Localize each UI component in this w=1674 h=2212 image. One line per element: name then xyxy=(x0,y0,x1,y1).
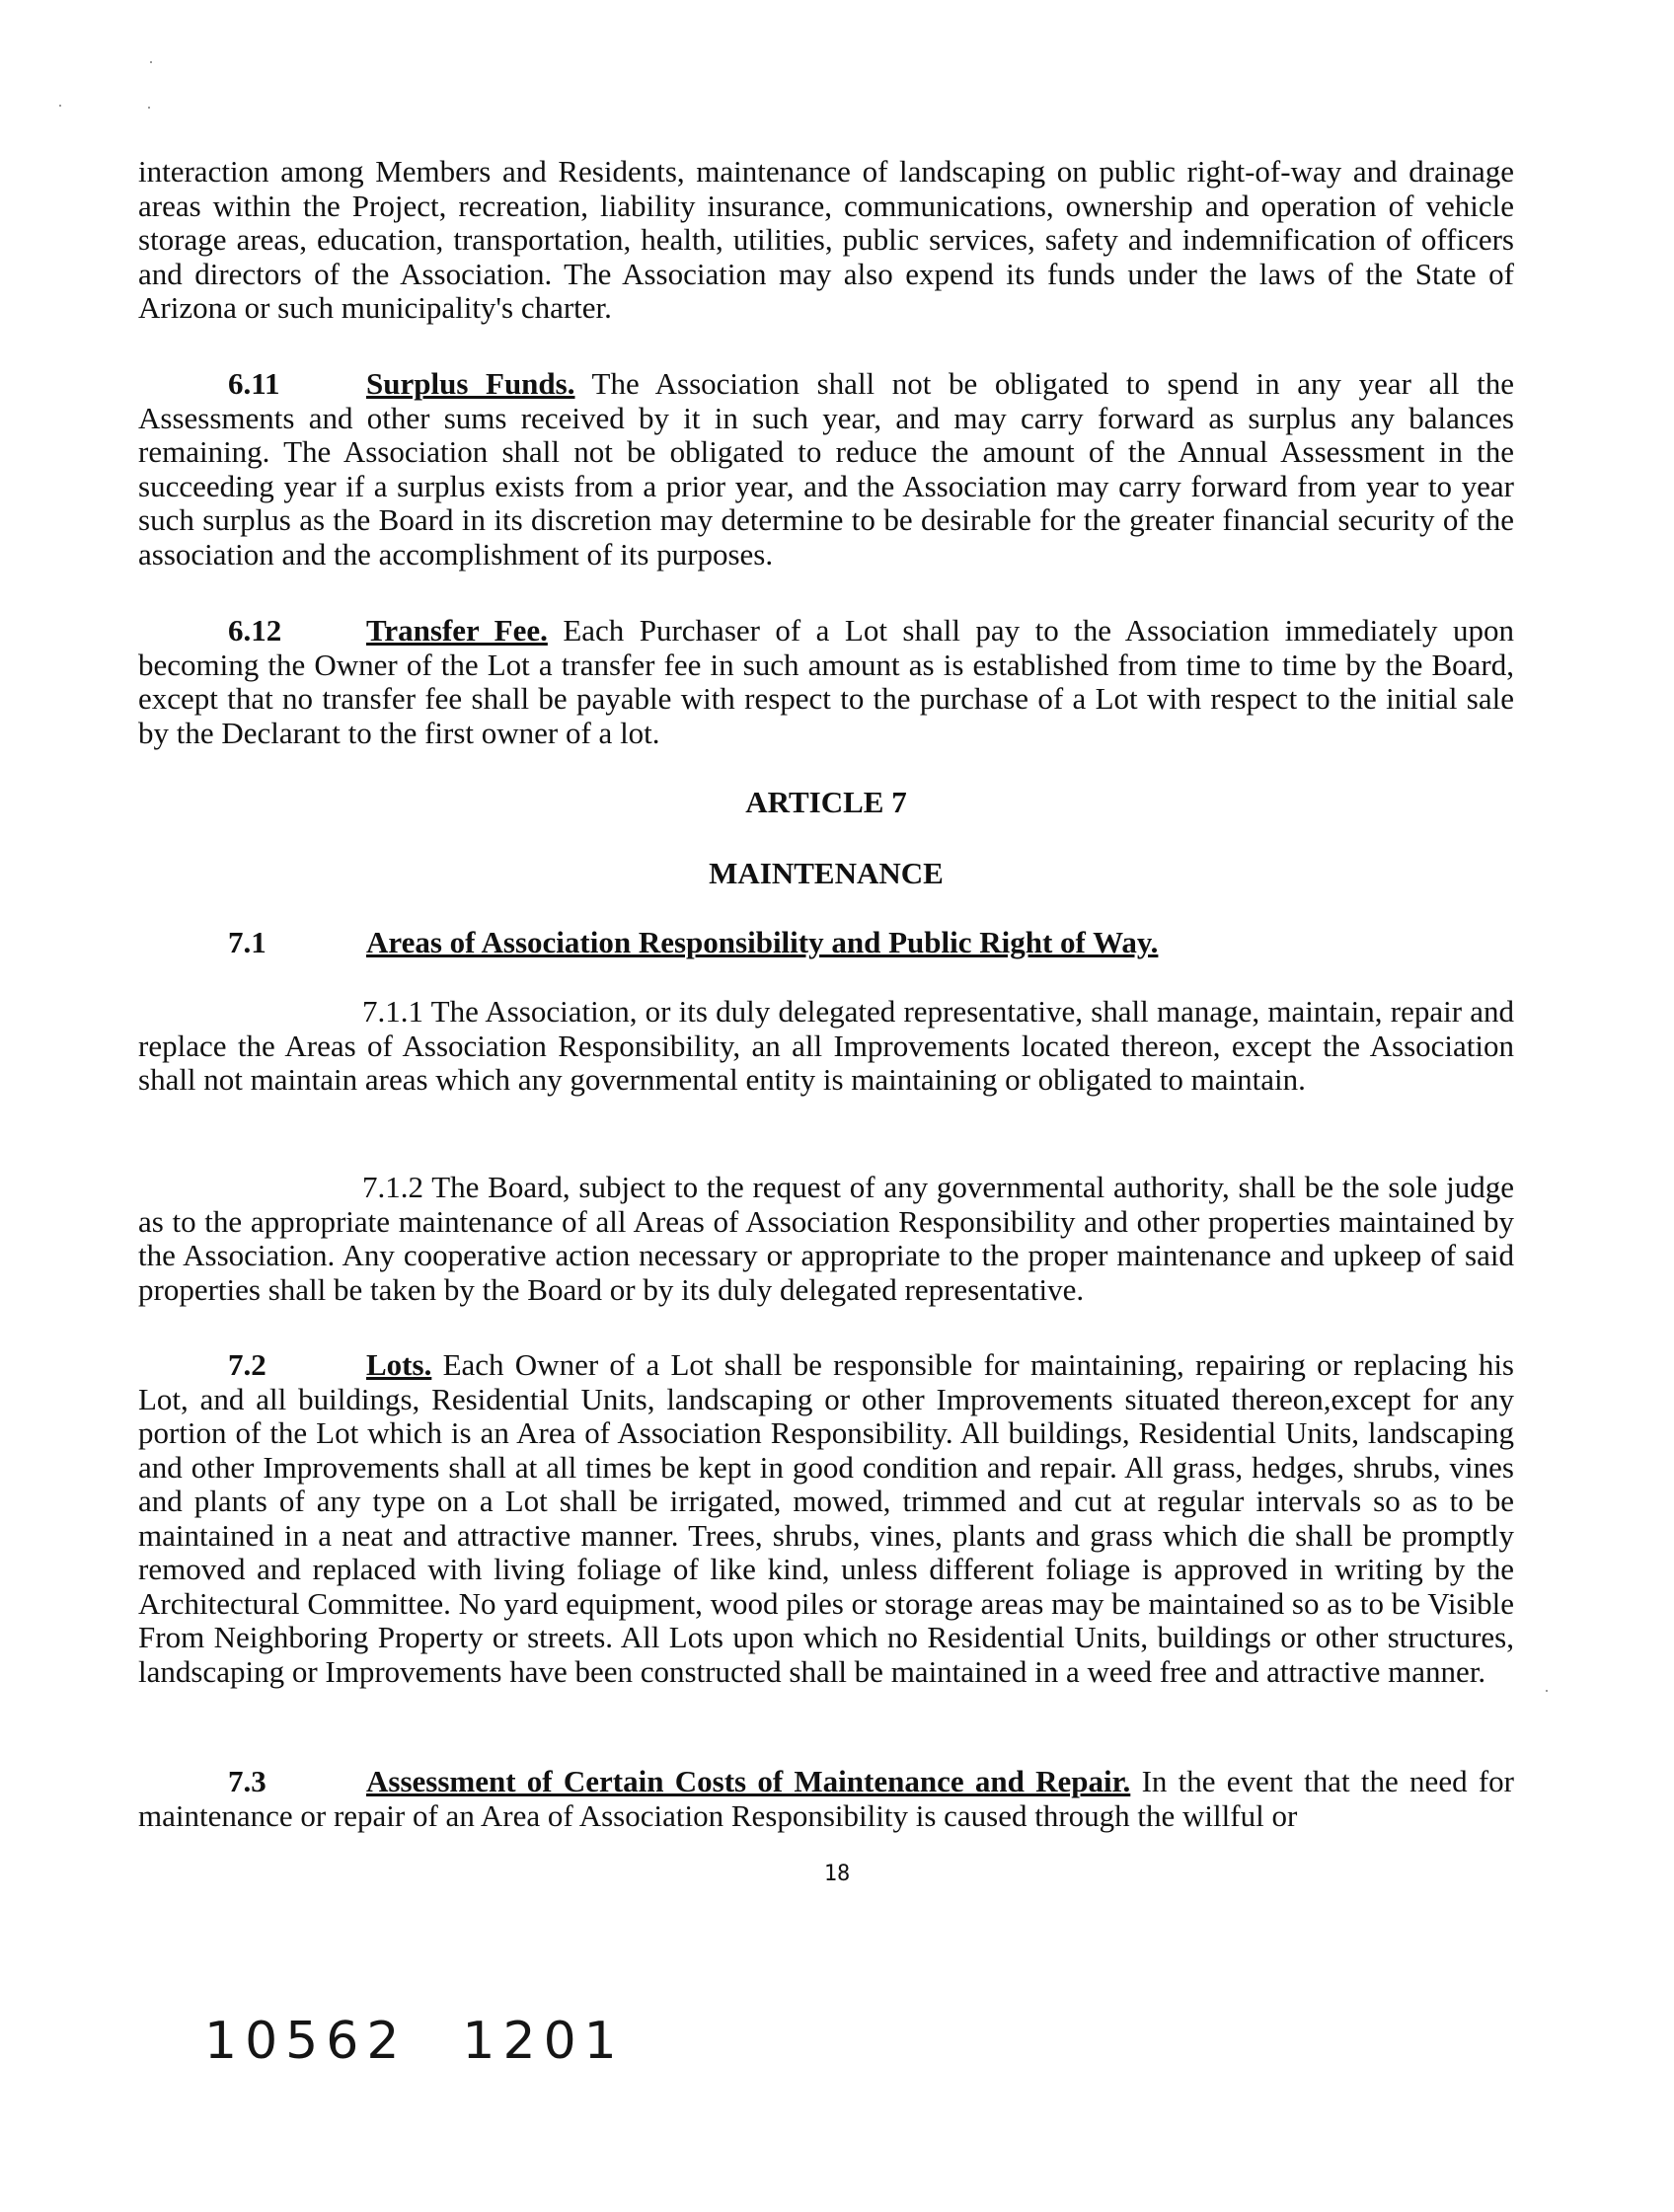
scan-speck xyxy=(59,105,61,107)
section-body: The Association shall not be obligated to spend in any year all the Assessments and other sums received by it in such year, and may carry forward as surplus any balances remaining. The Association shall not be obligated to reduce the amount of the Annual Assessment in the succeeding year if a surplus exists from a prior year, and the Association may carry forward from year to year such surplus as the Board in its discretion may determine to be desirable for the greater financial security of the association and the accomplishment of its purposes. xyxy=(138,366,1514,572)
section-body: The Association, or its duly delegated representative, shall manage, maintain, repair and replace the Areas of Association Responsibility, an all Improvements located thereon, except the Association shall not maintain areas which any governmental entity is maintaining or obligated to maintain. xyxy=(138,994,1514,1097)
scan-speck xyxy=(148,107,150,109)
section-7-1-1 xyxy=(138,995,1514,1098)
recording-book-number: 10562 xyxy=(204,2012,408,2071)
section-7-1-heading xyxy=(228,926,1158,959)
section-body: The Board, subject to the request of any governmental authority, shall be the sole judge as to the appropriate maintenance of all Areas of Association Responsibility and other properties maintained by the Association. Any cooperative action necessary or appropriate to the proper maintenance and upkeep of said properties shall be taken by the Board or by its duly delegated representative. xyxy=(138,1170,1514,1307)
section-title: Surplus Funds. xyxy=(366,366,575,401)
section-title: Assessment of Certain Costs of Maintenance and Repair. xyxy=(366,1764,1131,1798)
section-number: 7.1 xyxy=(228,925,266,959)
section-body: Each Purchaser of a Lot shall pay to the Association immediately upon becoming the Owner of the Lot a transfer fee in such amount as is established from time to time by the Board, except that no transfer fee shall be payable with respect to the purchase of a Lot with respect to the initial sale by the Declarant to the first owner of a lot. xyxy=(138,613,1514,750)
recording-page-number: 1201 xyxy=(462,2012,625,2071)
scan-speck xyxy=(1546,1690,1548,1692)
section-number: 6.12 xyxy=(228,613,282,648)
page-number: 18 xyxy=(823,1862,851,1886)
section-body: In the event that the need for maintenance or repair of an Area of Association Responsibility is caused through the willful or xyxy=(138,1764,1514,1833)
section-6-12 xyxy=(138,614,1514,750)
section-number: 7.1.2 xyxy=(362,1170,423,1204)
section-title: Transfer Fee. xyxy=(366,613,548,648)
section-7-3 xyxy=(138,1765,1514,1833)
recording-stamp xyxy=(204,2012,625,2071)
section-number: 7.3 xyxy=(228,1764,266,1798)
section-number: 7.2 xyxy=(228,1347,266,1382)
intro-paragraph xyxy=(138,155,1514,326)
section-body: Each Owner of a Lot shall be responsible for maintaining, repairing or replacing his Lot, and all buildings, Residential Units, landscaping or other Improvements situated thereon,except for any portion of the Lot which is an Area of Association Responsibility. All buildings, Residential Units, landscaping and other Improvements shall at all times be kept in good condition and repair. All grass, hedges, shrubs, vines and plants of any type on a Lot shall be irrigated, mowed, trimmed and cut at regular intervals so as to be maintained in a neat and attractive manner. Trees, shrubs, vines, plants and grass which die shall be promptly removed and replaced with living foliage of like kind, unless different foliage is approved in writing by the Architectural Committee. No yard equipment, wood piles or storage areas may be maintained so as to be Visible From Neighboring Property or streets. All Lots upon which no Residential Units, buildings or other structures, landscaping or Improvements have been constructed shall be maintained in a weed free and attractive manner. xyxy=(138,1347,1515,1689)
article-heading: ARTICLE 7 xyxy=(745,785,907,819)
section-title: Areas of Association Responsibility and Public Right of Way. xyxy=(366,925,1159,959)
section-number: 7.1.1 xyxy=(362,994,423,1029)
section-6-11 xyxy=(138,367,1514,572)
section-7-2 xyxy=(138,1348,1514,1689)
section-7-1-2 xyxy=(138,1171,1514,1307)
section-title: Lots. xyxy=(366,1347,432,1382)
section-number: 6.11 xyxy=(228,366,280,401)
article-title: MAINTENANCE xyxy=(709,856,944,890)
intro-paragraph-text: interaction among Members and Residents, maintenance of landscaping on public right-of-way and drainage areas within the Project, recreation, liability insurance, communications, ownership and operation of vehicle storage areas, education, transportation, health, utilities, public services, safety and indemnification of officers and directors of the Association. The Association may also expend its funds under the laws of the State of Arizona or such municipality's charter. xyxy=(138,154,1514,325)
scan-speck xyxy=(150,61,152,63)
